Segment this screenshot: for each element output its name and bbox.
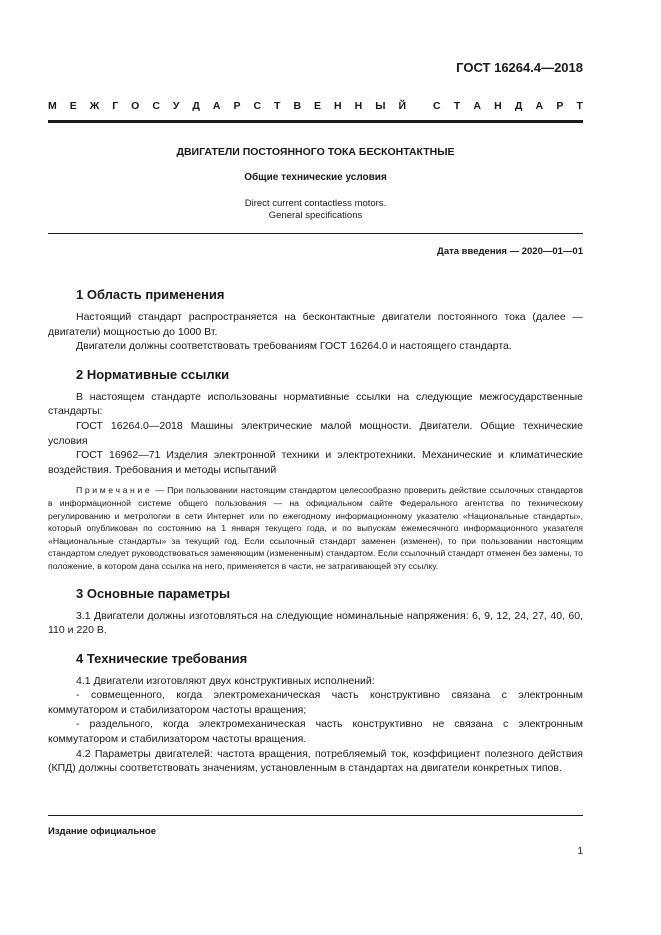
section-4-paragraph: 4.2 Параметры двигателей: частота вращения, потребляемый ток, коэффициент полезного действия (КПД) должны соответствовать значениям, установленным в стандартах на двигатели конкретных типов. bbox=[48, 747, 583, 775]
banner-letter: Ы bbox=[375, 100, 386, 112]
banner-letter: А bbox=[212, 100, 221, 112]
banner-letter: Т bbox=[576, 100, 583, 112]
banner-letter: У bbox=[172, 100, 180, 112]
page-number: 1 bbox=[577, 846, 583, 857]
banner-letter: Й bbox=[398, 100, 406, 112]
document-page bbox=[48, 0, 583, 935]
note-text: — При пользовании настоящим стандартом целесообразно проверить действие ссылочных стандартов в информационной системе общего пользования — на официальном сайте Федерального агентства по техническому регулированию и метрологии в сети Интернет или по ежегодному информационному указателю «Национальные стандарты», который опубликован по состоянию на 1 января текущего года, и по выпускам ежемесячного информационного указателя «Национальные стандарты» за текущий год. Если ссылочный стандарт заменен (изменен), то при пользовании настоящим стандартом следует руководствоваться заменяющим (измененным) стандартом. Если ссылочный стандарт отменен без замены, то положение, в котором дана ссылка на него, применяется в части, не затрагивающей эту ссылку. bbox=[48, 485, 583, 571]
banner-letter: Ж bbox=[89, 100, 100, 112]
banner-letter: А bbox=[535, 100, 544, 112]
official-edition-label: Издание официальное bbox=[48, 826, 156, 837]
banner-word-standard bbox=[433, 100, 583, 112]
english-title bbox=[48, 198, 583, 222]
title-divider bbox=[48, 233, 583, 234]
section-4-paragraph: - совмещенного, когда электромеханическая часть конструктивно связана с электронным коммутатором и стабилизатором частоты вращения; bbox=[48, 689, 583, 716]
banner-letter: А bbox=[473, 100, 481, 112]
section-2-paragraph: ГОСТ 16962—71 Изделия электронной техники и электротехники. Механические и климатические воздействия. Требования и методы испытаний bbox=[48, 449, 583, 476]
document-number: ГОСТ 16264.4—2018 bbox=[456, 60, 583, 75]
banner-letter: Т bbox=[274, 100, 281, 112]
note-label: Примечание bbox=[76, 485, 153, 496]
interstate-standard-banner bbox=[48, 100, 583, 112]
banner-letter: Т bbox=[453, 100, 461, 112]
section-3-heading: 3 Основные параметры bbox=[76, 585, 231, 601]
section-4-paragraph: - раздельного, когда электромеханическая часть конструктивно не связана с электронным коммутатором и стабилизатором частоты вращения. bbox=[48, 718, 583, 746]
section-4-paragraph: 4.1 Двигатели изготовляют двух конструктивных исполнений: bbox=[76, 674, 375, 687]
section-2-heading: 2 Нормативные ссылки bbox=[76, 366, 230, 382]
header-divider bbox=[48, 120, 583, 123]
banner-letter: В bbox=[293, 100, 302, 112]
banner-letter: Н bbox=[494, 100, 502, 112]
banner-letter: Р bbox=[556, 100, 564, 112]
banner-letter: Е bbox=[314, 100, 322, 112]
document-body bbox=[48, 286, 583, 776]
document-subtitle: Общие технические условия bbox=[244, 172, 387, 183]
banner-letter: Н bbox=[334, 100, 342, 112]
section-1-heading: 1 Область применения bbox=[76, 287, 225, 302]
banner-letter: Д bbox=[514, 100, 523, 112]
section-2-paragraph: В настоящем стандарте использованы нормативные ссылки на следующие межгосударственные стандарты: bbox=[48, 390, 583, 418]
banner-letter: С bbox=[152, 100, 160, 112]
section-1-paragraph: Настоящий стандарт распространяется на бесконтактные двигатели постоянного тока (далее — двигатели) мощностью до 1000 Вт. bbox=[48, 311, 583, 338]
banner-letter: С bbox=[433, 100, 441, 112]
section-3-paragraph: 3.1 Двигатели должны изготовляться на следующие номинальные напряжения: 6, 9, 12, 24, 27, 40, 60, 110 и 220 В. bbox=[48, 609, 583, 637]
banner-letter: Н bbox=[354, 100, 363, 112]
section-2-paragraph: ГОСТ 16264.0—2018 Машины электрические малой мощности. Двигатели. Общие технические условия bbox=[48, 419, 583, 447]
section-2-note bbox=[48, 484, 583, 572]
section-4-heading: 4 Технические требования bbox=[76, 650, 248, 666]
banner-letter: Р bbox=[233, 100, 241, 112]
banner-letter: Д bbox=[192, 100, 200, 112]
banner-letter: Г bbox=[112, 100, 119, 112]
banner-letter: О bbox=[131, 100, 140, 112]
banner-letter: М bbox=[48, 100, 57, 112]
banner-word-interstate bbox=[48, 100, 406, 112]
english-title-line-1: Direct current contactless motors. bbox=[244, 198, 387, 209]
document-title: ДВИГАТЕЛИ ПОСТОЯННОГО ТОКА БЕСКОНТАКТНЫЕ bbox=[176, 146, 455, 158]
introduction-date: Дата введения — 2020—01—01 bbox=[437, 246, 583, 257]
english-title-line-2: General specifications bbox=[268, 210, 363, 221]
banner-letter: С bbox=[253, 100, 262, 112]
banner-letter: Е bbox=[69, 100, 77, 112]
footer-divider bbox=[48, 815, 583, 816]
section-1-paragraph: Двигатели должны соответствовать требованиям ГОСТ 16264.0 и настоящего стандарта. bbox=[76, 340, 512, 353]
